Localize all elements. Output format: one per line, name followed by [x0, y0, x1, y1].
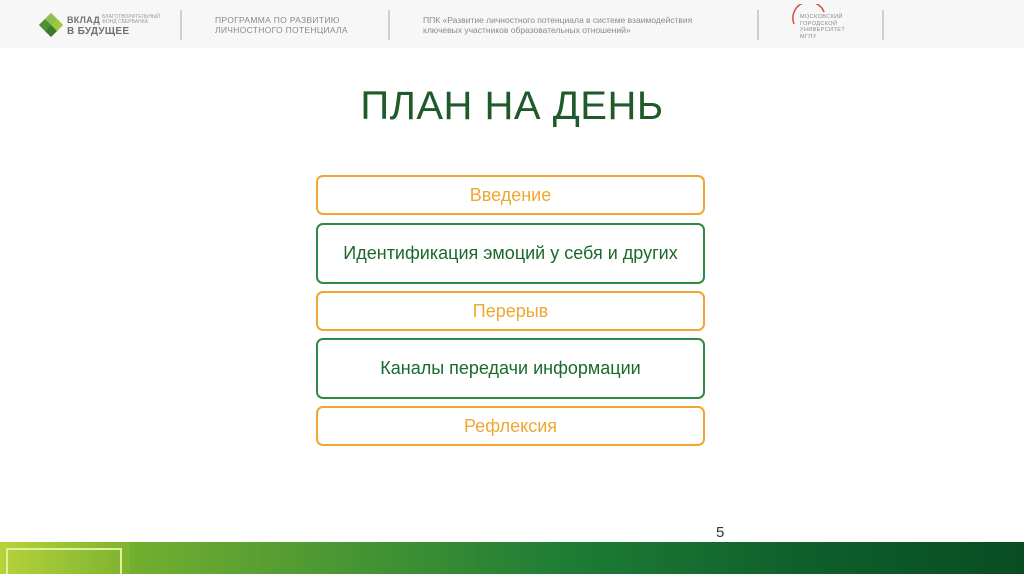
- page-number: 5: [716, 524, 725, 541]
- slide-title: ПЛАН НА ДЕНЬ: [360, 84, 664, 128]
- university-line1: МОСКОВСКИЙ: [800, 14, 843, 20]
- logo-text-line1: ВКЛАД: [67, 15, 101, 25]
- university-line4: МГПУ: [800, 33, 817, 40]
- header-divider: [757, 10, 759, 40]
- ppk-line2: ключевых участников образовательных отношений»: [423, 25, 631, 35]
- vklad-logo: [38, 12, 178, 40]
- university-line3: УНИВЕРСИТЕТ: [800, 27, 846, 33]
- plan-item-break: Перерыв: [316, 291, 705, 331]
- footer-accent: [0, 542, 130, 574]
- plan-item-emotions: Идентификация эмоций у себя и других: [316, 223, 705, 284]
- diamond-logo-icon: [38, 12, 64, 38]
- plan-item-reflection: Рефлексия: [316, 406, 705, 446]
- program-line1: ПРОГРАММА ПО РАЗВИТИЮ: [215, 15, 340, 25]
- plan-item-intro: Введение: [316, 175, 705, 215]
- program-title: [215, 15, 348, 35]
- ppk-line1: ППК «Развитие личностного потенциала в системе взаимодействия: [423, 15, 693, 25]
- program-line2: ЛИЧНОСТНОГО ПОТЕНЦИАЛА: [215, 25, 348, 35]
- logo-text-small: БЛАГОТВОРИТЕЛЬНЫЙ ФОНД СБЕРБАНКА: [102, 14, 160, 25]
- header-divider: [388, 10, 390, 40]
- header-divider: [180, 10, 182, 40]
- header-divider: [882, 10, 884, 40]
- logo-text-line2: В БУДУЩЕЕ: [67, 26, 130, 37]
- slide-header: [0, 0, 1024, 48]
- plan-item-channels: Каналы передачи информации: [316, 338, 705, 399]
- footer-frame: [6, 548, 122, 574]
- footer-band: [0, 542, 1024, 574]
- university-logo: [790, 4, 870, 46]
- university-line2: ГОРОДСКОЙ: [800, 20, 838, 27]
- ppk-title: [423, 15, 692, 35]
